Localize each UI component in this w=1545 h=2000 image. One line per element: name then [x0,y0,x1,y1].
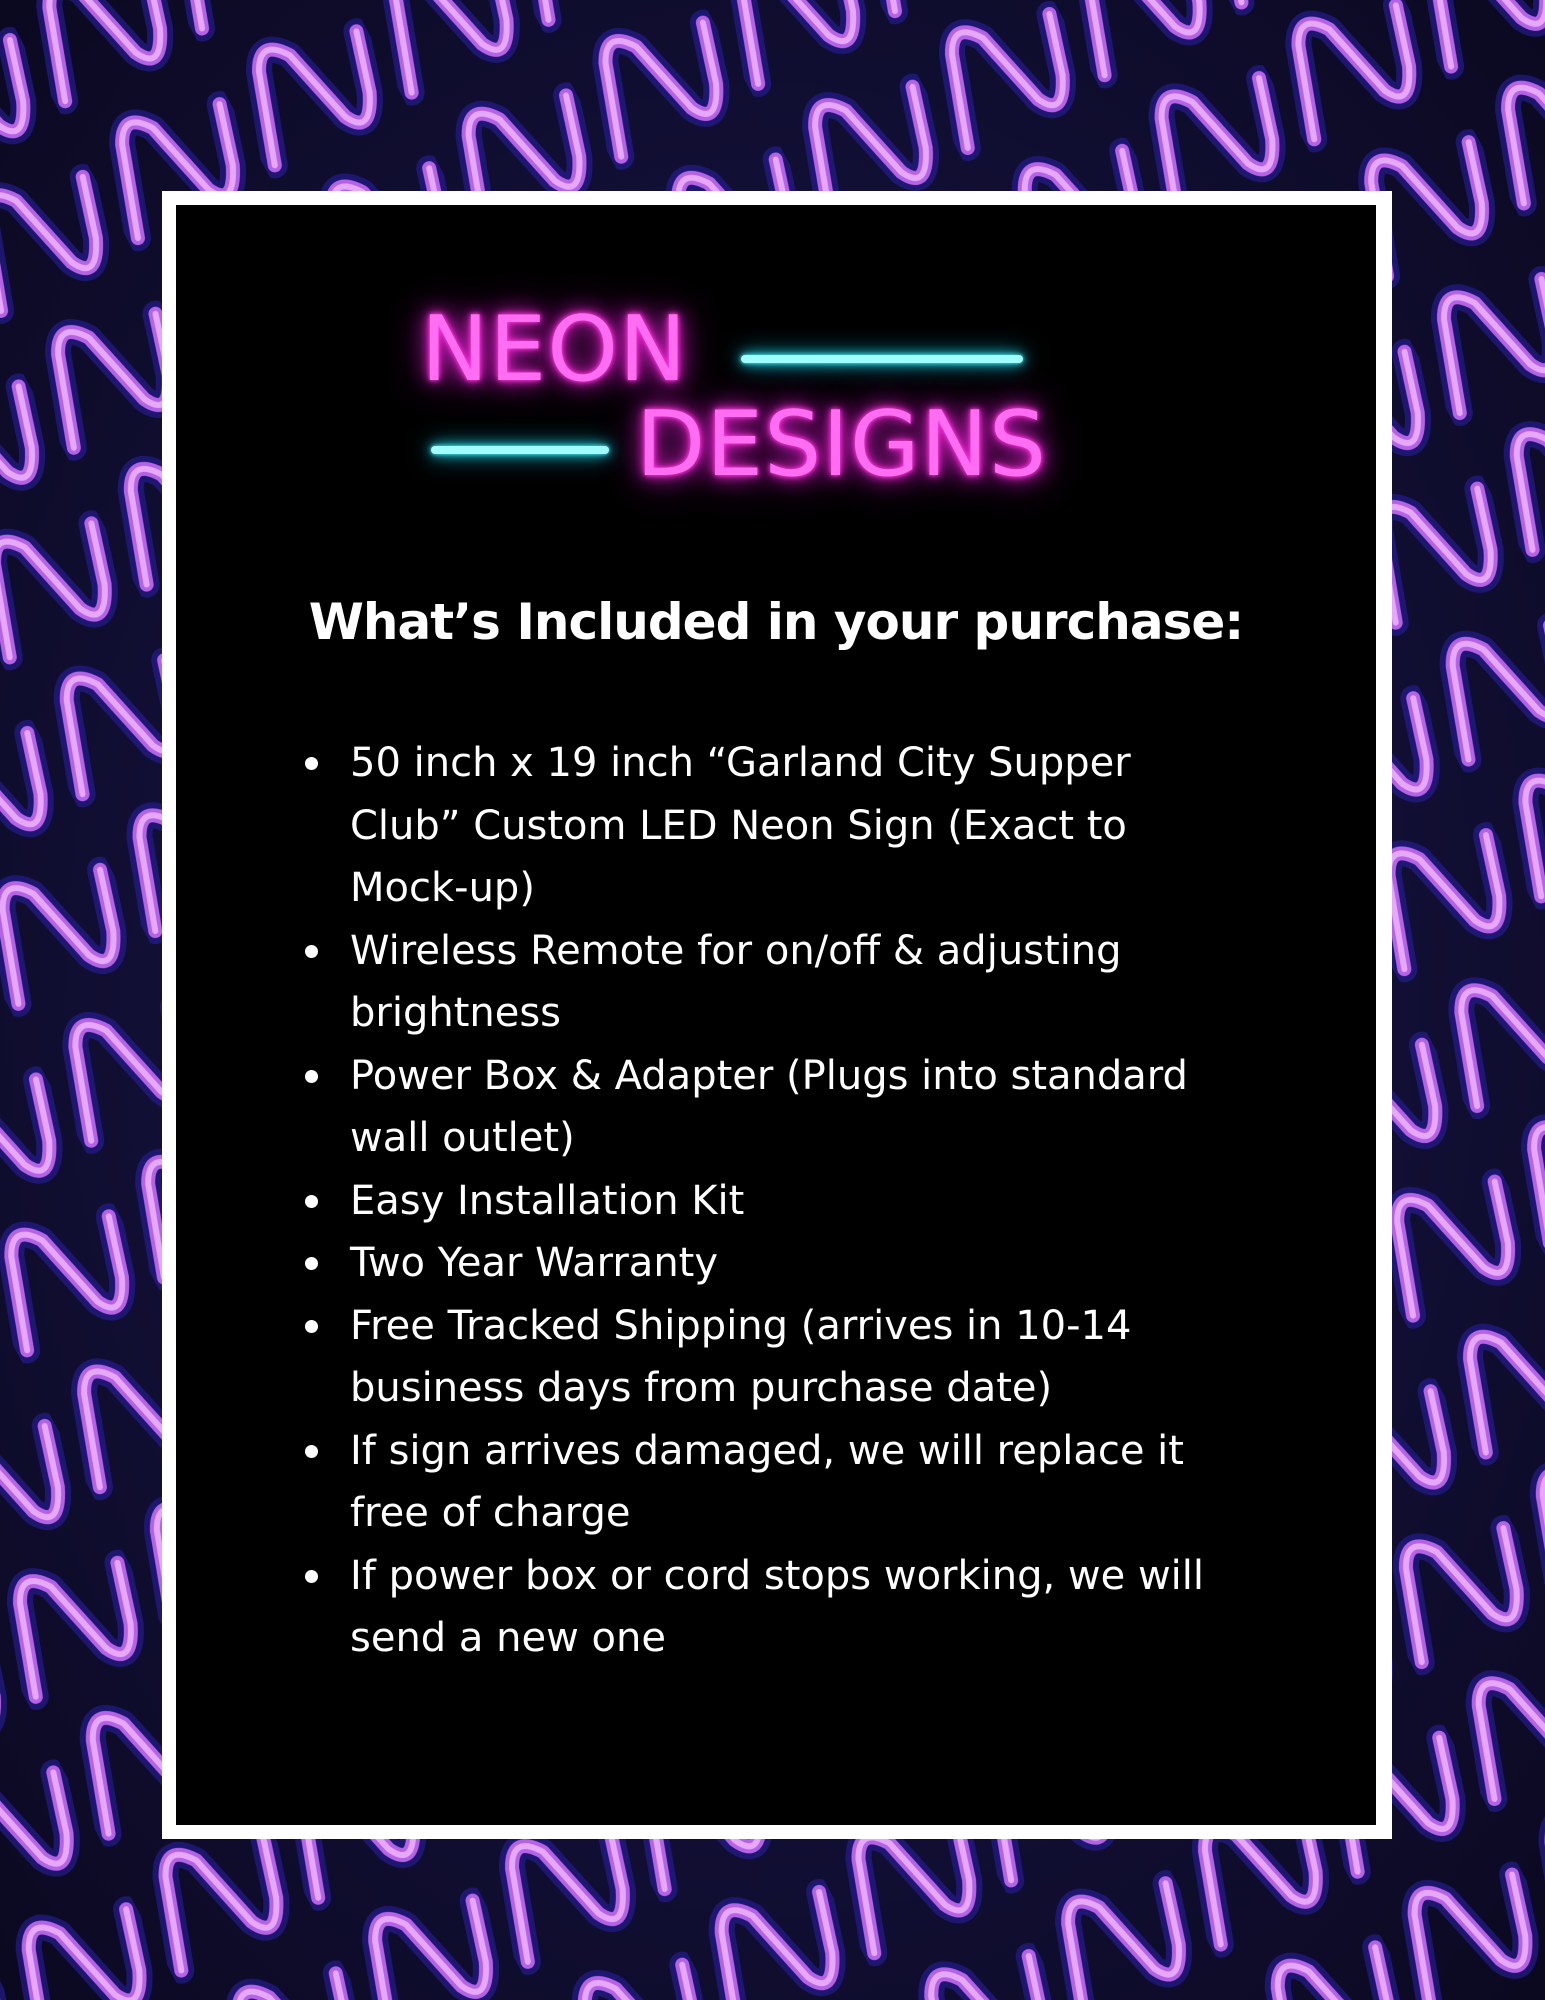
page-heading: What’s Included in your purchase: [308,593,1244,651]
logo-word-neon: NEON [421,297,688,402]
list-item [296,920,1336,1045]
list-item [296,732,1336,920]
bullet-icon [305,945,318,958]
content-card [176,205,1376,1825]
bullet-icon [305,1195,318,1208]
list-item-text: If power box or cord stops working, we will send a new one [350,1552,1205,1661]
neon-designs-logo [421,283,1061,497]
bullet-icon [305,1445,318,1458]
logo-neon-line-bottom [431,446,609,454]
logo-word-designs: DESIGNS [636,392,1048,497]
list-item-text: 50 inch x 19 inch “Garland City Supper Club” Custom LED Neon Sign (Exact to Mock-up) [350,740,1131,911]
bullet-icon [305,757,318,770]
bullet-icon [305,1257,318,1270]
list-item [296,1420,1336,1545]
list-item [296,1045,1336,1170]
list-item [296,1232,1336,1295]
bullet-icon [305,1570,318,1583]
list-item-text: Two Year Warranty [350,1240,719,1286]
list-item-text: Power Box & Adapter (Plugs into standard wall outlet) [350,1052,1188,1161]
list-item-text: Free Tracked Shipping (arrives in 10-14 business days from purchase date) [350,1302,1132,1411]
logo-neon-line-top [741,355,1023,363]
bullet-icon [305,1070,318,1083]
list-item-text: Easy Installation Kit [350,1177,745,1224]
included-items-list [296,732,1336,1670]
list-item-text: Wireless Remote for on/off & adjusting brightness [350,927,1122,1036]
list-item-text: If sign arrives damaged, we will replace it free of charge [350,1427,1184,1536]
list-item [296,1295,1336,1420]
bullet-icon [305,1320,318,1333]
list-item [296,1545,1336,1670]
list-item [296,1170,1336,1233]
